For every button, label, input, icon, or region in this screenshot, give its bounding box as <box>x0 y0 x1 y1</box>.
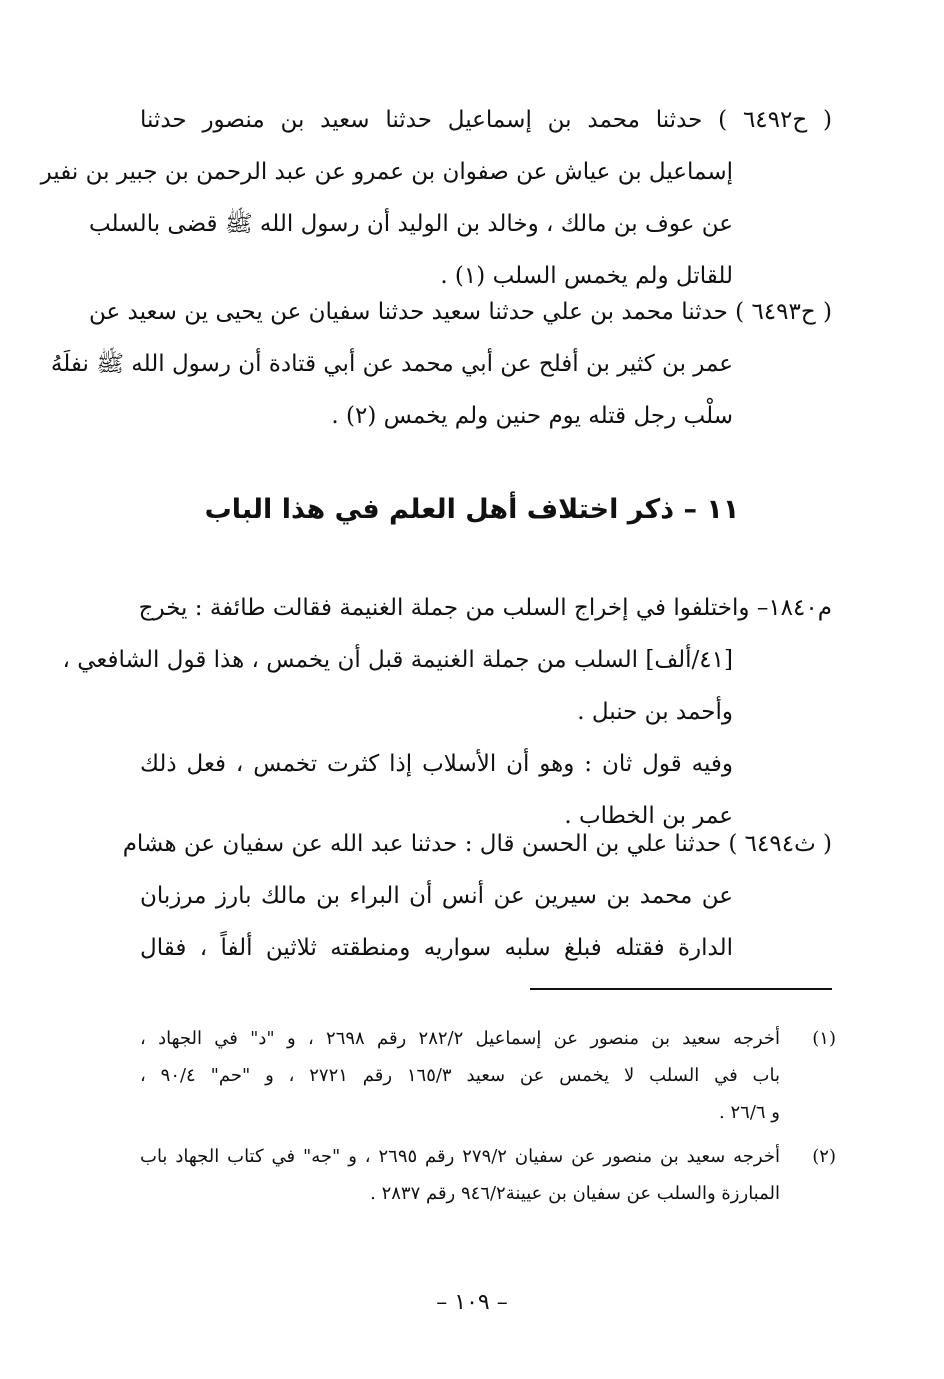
footnote-marker: (١) <box>812 1028 836 1049</box>
footnote-line: المبارزة والسلب عن سفيان بن عيينة٩٤٦/٢ رقم ٢٨٣٧ . <box>370 1183 780 1204</box>
hadith-6493 <box>50 286 832 442</box>
text-line: ( ث٦٤٩٤ ) حدثنا علي بن الحسن قال : حدثنا عبد الله عن سفيان عن هشام <box>122 831 832 857</box>
footnote-marker: (٢) <box>812 1146 836 1167</box>
footnote-1 <box>140 1020 836 1131</box>
text-line: ( ح٦٤٩٣ ) حدثنا محمد بن علي حدثنا سعيد حدثنا سفيان عن يحيى ين سعيد عن <box>88 299 832 325</box>
hadith-6492 <box>40 94 833 302</box>
text-line: إسماعيل بن عياش عن صفوان بن عمرو عن عبد الرحمن بن جبير بن نفير <box>40 159 733 185</box>
footnote-2 <box>140 1138 836 1212</box>
footnote-separator <box>530 988 832 990</box>
athar-6494 <box>122 818 832 974</box>
text-line: عن محمد بن سيرين عن أنس أن البراء بن مالك بارز مرزبان <box>140 883 733 909</box>
text-line: سلْب رجل قتله يوم حنين ولم يخمس (٢) . <box>331 403 733 429</box>
footnote-line: و ٢٦/٦ . <box>719 1102 780 1123</box>
text-line: الدارة فقتله فبلغ سلبه سواريه ومنطقته ثلاثين ألفاً ، فقال <box>140 935 733 961</box>
footnote-line: أخرجه سعيد بن منصور عن إسماعيل ٢٨٢/٢ رقم ٢٦٩٨ ، و "د" في الجهاد ، <box>140 1028 780 1049</box>
text-line: للقاتل ولم يخمس السلب (١) . <box>440 263 733 289</box>
footnote-line: أخرجه سعيد بن منصور عن سفيان ٢٧٩/٢ رقم ٢٦٩٥ ، و "جه" في كتاب الجهاد باب <box>140 1146 780 1167</box>
text-line: وفيه قول ثان : وهو أن الأسلاب إذا كثرت تخمس ، فعل ذلك <box>140 751 733 777</box>
text-line: عمر بن كثير بن أفلح عن أبي محمد عن أبي قتادة أن رسول الله ﷺ نفلَهُ <box>50 351 733 377</box>
text-line: [٤١/ألف] السلب من جملة الغنيمة قبل أن يخمس ، هذا قول الشافعي ، <box>62 647 733 673</box>
text-line: عن عوف بن مالك ، وخالد بن الوليد أن رسول الله ﷺ قضى بالسلب <box>88 211 733 237</box>
page-number: – ١٠٩ – <box>436 1290 508 1315</box>
text-line: عمر بن الخطاب . <box>564 803 733 829</box>
footnote-line: باب في السلب لا يخمس عن سعيد ١٦٥/٣ رقم ٢٧٢١ ، و "حم" ٩٠/٤ ، <box>140 1065 780 1086</box>
section-heading: ١١ – ذكر اختلاف أهل العلم في هذا الباب <box>204 494 740 525</box>
text-line: وأحمد بن حنبل . <box>577 699 733 725</box>
text-line: ( ح٦٤٩٢ ) حدثنا محمد بن إسماعيل حدثنا سعيد بن منصور حدثنا <box>140 107 833 133</box>
entry-m1840 <box>62 582 832 738</box>
text-line: م١٨٤٠– واختلفوا في إخراج السلب من جملة الغنيمة فقالت طائفة : يخرج <box>138 595 832 621</box>
